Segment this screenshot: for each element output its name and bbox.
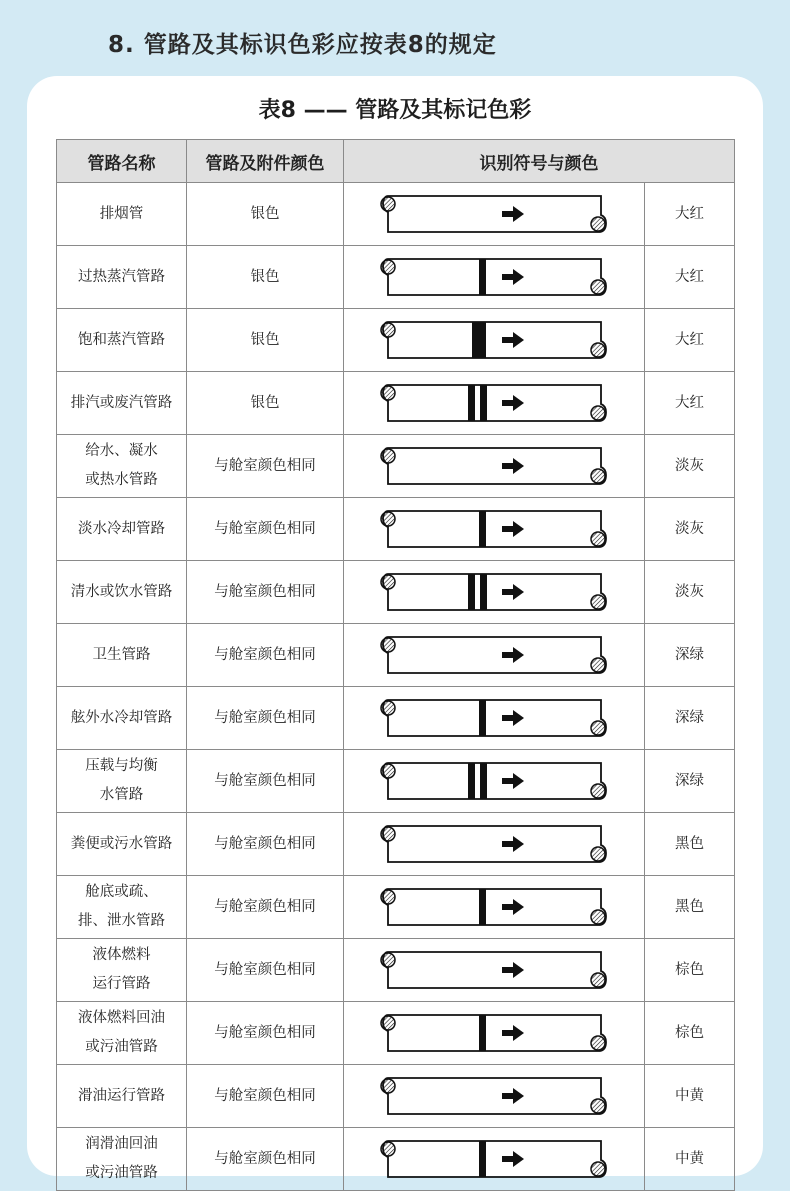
pipe-name-cell: [57, 939, 187, 1002]
fitting-color-cell: 银色: [187, 372, 344, 435]
mark-color-cell: 中黄: [645, 1065, 735, 1128]
pipe-name-line: 排汽或废汽管路: [70, 394, 173, 411]
flow-arrow-icon: [502, 269, 524, 285]
pipe-symbol: [378, 316, 610, 364]
flow-arrow-icon: [502, 206, 524, 222]
header-fitting-color: 管路及附件颜色: [187, 140, 344, 183]
pipe-end-right: [591, 973, 605, 987]
mark-color-cell: 深绿: [645, 624, 735, 687]
pipe-symbol: [378, 631, 610, 679]
symbol-cell: [344, 939, 645, 1002]
pipe-name-line: 或污油管路: [85, 1165, 158, 1181]
pipe-name-line: 排烟管: [99, 205, 144, 222]
table-title: 表8 —— 管路及其标记色彩: [258, 98, 532, 123]
pipe-name-line: 排、泄水管路: [78, 913, 165, 929]
pipe-band: [479, 1141, 486, 1177]
fitting-color-cell: 与舱室颜色相同: [187, 813, 344, 876]
pipe-end-right: [591, 910, 605, 924]
pipe-band: [468, 574, 475, 610]
pipe-end-left: [381, 386, 395, 400]
pipe-end-left: [381, 323, 395, 337]
pipe-name-cell: [57, 246, 187, 309]
pipe-outline: [383, 826, 606, 862]
pipe-end-right: [591, 280, 605, 294]
symbol-cell: [344, 750, 645, 813]
table-row: [57, 1128, 735, 1191]
pipe-name-cell: [57, 1065, 187, 1128]
mark-color-cell: 棕色: [645, 1002, 735, 1065]
mark-color-cell: 中黄: [645, 1128, 735, 1191]
pipe-end-left: [381, 1142, 395, 1156]
pipe-outline: [383, 511, 606, 547]
fitting-color-cell: 与舱室颜色相同: [187, 435, 344, 498]
flow-arrow-icon: [502, 395, 524, 411]
flow-arrow-icon: [502, 1025, 524, 1041]
pipe-outline: [383, 322, 606, 358]
pipe-name-cell: [57, 876, 187, 939]
pipe-band: [479, 1015, 486, 1051]
pipe-name-cell: [57, 813, 187, 876]
fitting-color-cell: 与舱室颜色相同: [187, 876, 344, 939]
fitting-color-cell: 与舱室颜色相同: [187, 939, 344, 1002]
fitting-color-cell: 银色: [187, 309, 344, 372]
pipe-end-right: [591, 1162, 605, 1176]
symbol-cell: [344, 1065, 645, 1128]
mark-color-cell: 淡灰: [645, 435, 735, 498]
table-row: [57, 813, 735, 876]
mark-color-cell: 大红: [645, 246, 735, 309]
fitting-color-cell: 与舱室颜色相同: [187, 624, 344, 687]
table-row: [57, 498, 735, 561]
fitting-color-cell: 与舱室颜色相同: [187, 687, 344, 750]
pipe-end-left: [381, 764, 395, 778]
pipe-symbol: [378, 820, 610, 868]
mark-color-cell: 棕色: [645, 939, 735, 1002]
mark-color-cell: 淡灰: [645, 561, 735, 624]
pipe-name-line: 过热蒸汽管路: [78, 268, 165, 285]
pipe-band: [472, 322, 486, 358]
pipe-symbol: [378, 190, 610, 238]
pipe-outline: [383, 1078, 606, 1114]
symbol-cell: [344, 1128, 645, 1191]
pipe-end-right: [591, 343, 605, 357]
pipe-name-line: 舷外水冷却管路: [70, 709, 173, 726]
symbol-cell: [344, 561, 645, 624]
pipe-outline: [383, 889, 606, 925]
table-row: [57, 750, 735, 813]
pipe-symbol: [378, 694, 610, 742]
flow-arrow-icon: [502, 521, 524, 537]
pipe-symbol: [378, 568, 610, 616]
pipe-symbol: [378, 946, 610, 994]
pipe-name-line: 压载与均衡: [85, 758, 158, 774]
pipe-name-line: 润滑油回油: [85, 1136, 158, 1152]
table-row: [57, 435, 735, 498]
table-row: [57, 246, 735, 309]
pipe-band: [479, 511, 486, 547]
pipe-symbol: [378, 1009, 610, 1057]
fitting-color-cell: 与舱室颜色相同: [187, 561, 344, 624]
pipe-band: [480, 385, 487, 421]
pipe-name-cell: [57, 183, 187, 246]
fitting-color-cell: 银色: [187, 183, 344, 246]
pipe-name-line: 粪便或污水管路: [70, 835, 173, 852]
pipe-name-cell: [57, 750, 187, 813]
symbol-cell: [344, 1002, 645, 1065]
pipe-end-right: [591, 469, 605, 483]
table-row: [57, 624, 735, 687]
pipe-name-cell: [57, 309, 187, 372]
mark-color-cell: 深绿: [645, 750, 735, 813]
pipe-end-right: [591, 847, 605, 861]
pipe-name-line: 淡水冷却管路: [78, 520, 165, 537]
pipe-end-left: [381, 701, 395, 715]
symbol-cell: [344, 246, 645, 309]
pipe-end-left: [381, 890, 395, 904]
pipe-end-left: [381, 260, 395, 274]
mark-color-cell: 淡灰: [645, 498, 735, 561]
pipe-end-left: [381, 449, 395, 463]
pipe-end-right: [591, 217, 605, 231]
table-row: [57, 1065, 735, 1128]
pipe-outline: [383, 574, 606, 610]
pipe-end-right: [591, 721, 605, 735]
header-pipe-name: 管路名称: [57, 140, 187, 183]
pipe-band: [479, 889, 486, 925]
pipe-symbol: [378, 1072, 610, 1120]
pipe-symbol: [378, 757, 610, 805]
flow-arrow-icon: [502, 773, 524, 789]
fitting-color-cell: 与舱室颜色相同: [187, 1065, 344, 1128]
pipe-outline: [383, 385, 606, 421]
pipe-end-left: [381, 1079, 395, 1093]
pipe-symbol: [378, 883, 610, 931]
mark-color-cell: 大红: [645, 372, 735, 435]
pipe-name-cell: [57, 1128, 187, 1191]
pipe-outline: [383, 1141, 606, 1177]
pipe-name-cell: [57, 1002, 187, 1065]
table-row: [57, 309, 735, 372]
mark-color-cell: 黑色: [645, 876, 735, 939]
pipe-end-right: [591, 595, 605, 609]
pipe-end-left: [381, 512, 395, 526]
flow-arrow-icon: [502, 836, 524, 852]
pipe-end-right: [591, 1036, 605, 1050]
mark-color-cell: 大红: [645, 183, 735, 246]
pipe-name-cell: [57, 687, 187, 750]
pipe-name-cell: [57, 561, 187, 624]
pipe-end-left: [381, 827, 395, 841]
flow-arrow-icon: [502, 710, 524, 726]
pipe-name-line: 液体燃料回油: [78, 1010, 165, 1026]
symbol-cell: [344, 498, 645, 561]
symbol-cell: [344, 624, 645, 687]
table-row: [57, 183, 735, 246]
pipe-symbol: [378, 1135, 610, 1183]
fitting-color-cell: 银色: [187, 246, 344, 309]
flow-arrow-icon: [502, 332, 524, 348]
symbol-cell: [344, 372, 645, 435]
pipe-band: [468, 763, 475, 799]
pipe-end-right: [591, 658, 605, 672]
fitting-color-cell: 与舱室颜色相同: [187, 750, 344, 813]
table-row: [57, 939, 735, 1002]
mark-color-cell: 深绿: [645, 687, 735, 750]
pipe-name-cell: [57, 498, 187, 561]
pipe-band: [480, 763, 487, 799]
pipe-end-left: [381, 575, 395, 589]
flow-arrow-icon: [502, 458, 524, 474]
table-row: [57, 561, 735, 624]
symbol-cell: [344, 183, 645, 246]
table-row: [57, 1002, 735, 1065]
pipe-end-right: [591, 784, 605, 798]
fitting-color-cell: 与舱室颜色相同: [187, 1002, 344, 1065]
pipe-outline: [383, 448, 606, 484]
pipe-name-line: 卫生管路: [92, 646, 151, 663]
pipe-name-cell: [57, 435, 187, 498]
pipe-name-line: 或污油管路: [85, 1039, 158, 1055]
mark-color-cell: 大红: [645, 309, 735, 372]
pipe-outline: [383, 1015, 606, 1051]
flow-arrow-icon: [502, 1088, 524, 1104]
pipe-name-line: 清水或饮水管路: [70, 583, 173, 600]
symbol-cell: [344, 435, 645, 498]
flow-arrow-icon: [502, 584, 524, 600]
table-row: [57, 687, 735, 750]
pipe-outline: [383, 700, 606, 736]
mark-color-cell: 黑色: [645, 813, 735, 876]
pipe-name-line: 运行管路: [92, 976, 151, 992]
fitting-color-cell: 与舱室颜色相同: [187, 1128, 344, 1191]
pipe-end-right: [591, 406, 605, 420]
pipe-name-line: 液体燃料: [92, 947, 151, 963]
pipe-name-line: 给水、凝水: [85, 443, 158, 459]
pipe-end-right: [591, 1099, 605, 1113]
header-symbol-color: 识别符号与颜色: [344, 140, 735, 183]
pipe-band: [468, 385, 475, 421]
pipe-band: [479, 700, 486, 736]
pipe-outline: [383, 763, 606, 799]
pipe-symbol: [378, 379, 610, 427]
pipe-symbol: [378, 253, 610, 301]
pipe-end-left: [381, 197, 395, 211]
symbol-cell: [344, 309, 645, 372]
table-row: [57, 372, 735, 435]
symbol-cell: [344, 687, 645, 750]
symbol-cell: [344, 813, 645, 876]
pipe-outline: [383, 952, 606, 988]
table-row: [57, 876, 735, 939]
pipe-end-left: [381, 953, 395, 967]
section-heading: 8. 管路及其标识色彩应按表8的规定: [108, 32, 497, 58]
flow-arrow-icon: [502, 899, 524, 915]
pipe-name-cell: [57, 372, 187, 435]
pipe-name-line: 饱和蒸汽管路: [78, 331, 165, 348]
pipe-symbol: [378, 442, 610, 490]
fitting-color-cell: 与舱室颜色相同: [187, 498, 344, 561]
pipe-name-line: 或热水管路: [85, 472, 158, 488]
pipe-outline: [383, 196, 606, 232]
pipe-color-table: [56, 139, 735, 1191]
flow-arrow-icon: [502, 1151, 524, 1167]
pipe-end-right: [591, 532, 605, 546]
pipe-band: [480, 574, 487, 610]
symbol-cell: [344, 876, 645, 939]
pipe-name-line: 水管路: [99, 787, 144, 803]
pipe-outline: [383, 637, 606, 673]
table-header-row: [57, 140, 735, 183]
flow-arrow-icon: [502, 962, 524, 978]
pipe-band: [479, 259, 486, 295]
flow-arrow-icon: [502, 647, 524, 663]
pipe-end-left: [381, 638, 395, 652]
pipe-name-line: 舱底或疏、: [85, 884, 158, 900]
pipe-symbol: [378, 505, 610, 553]
pipe-end-left: [381, 1016, 395, 1030]
pipe-name-cell: [57, 624, 187, 687]
pipe-outline: [383, 259, 606, 295]
pipe-name-line: 滑油运行管路: [78, 1087, 165, 1104]
